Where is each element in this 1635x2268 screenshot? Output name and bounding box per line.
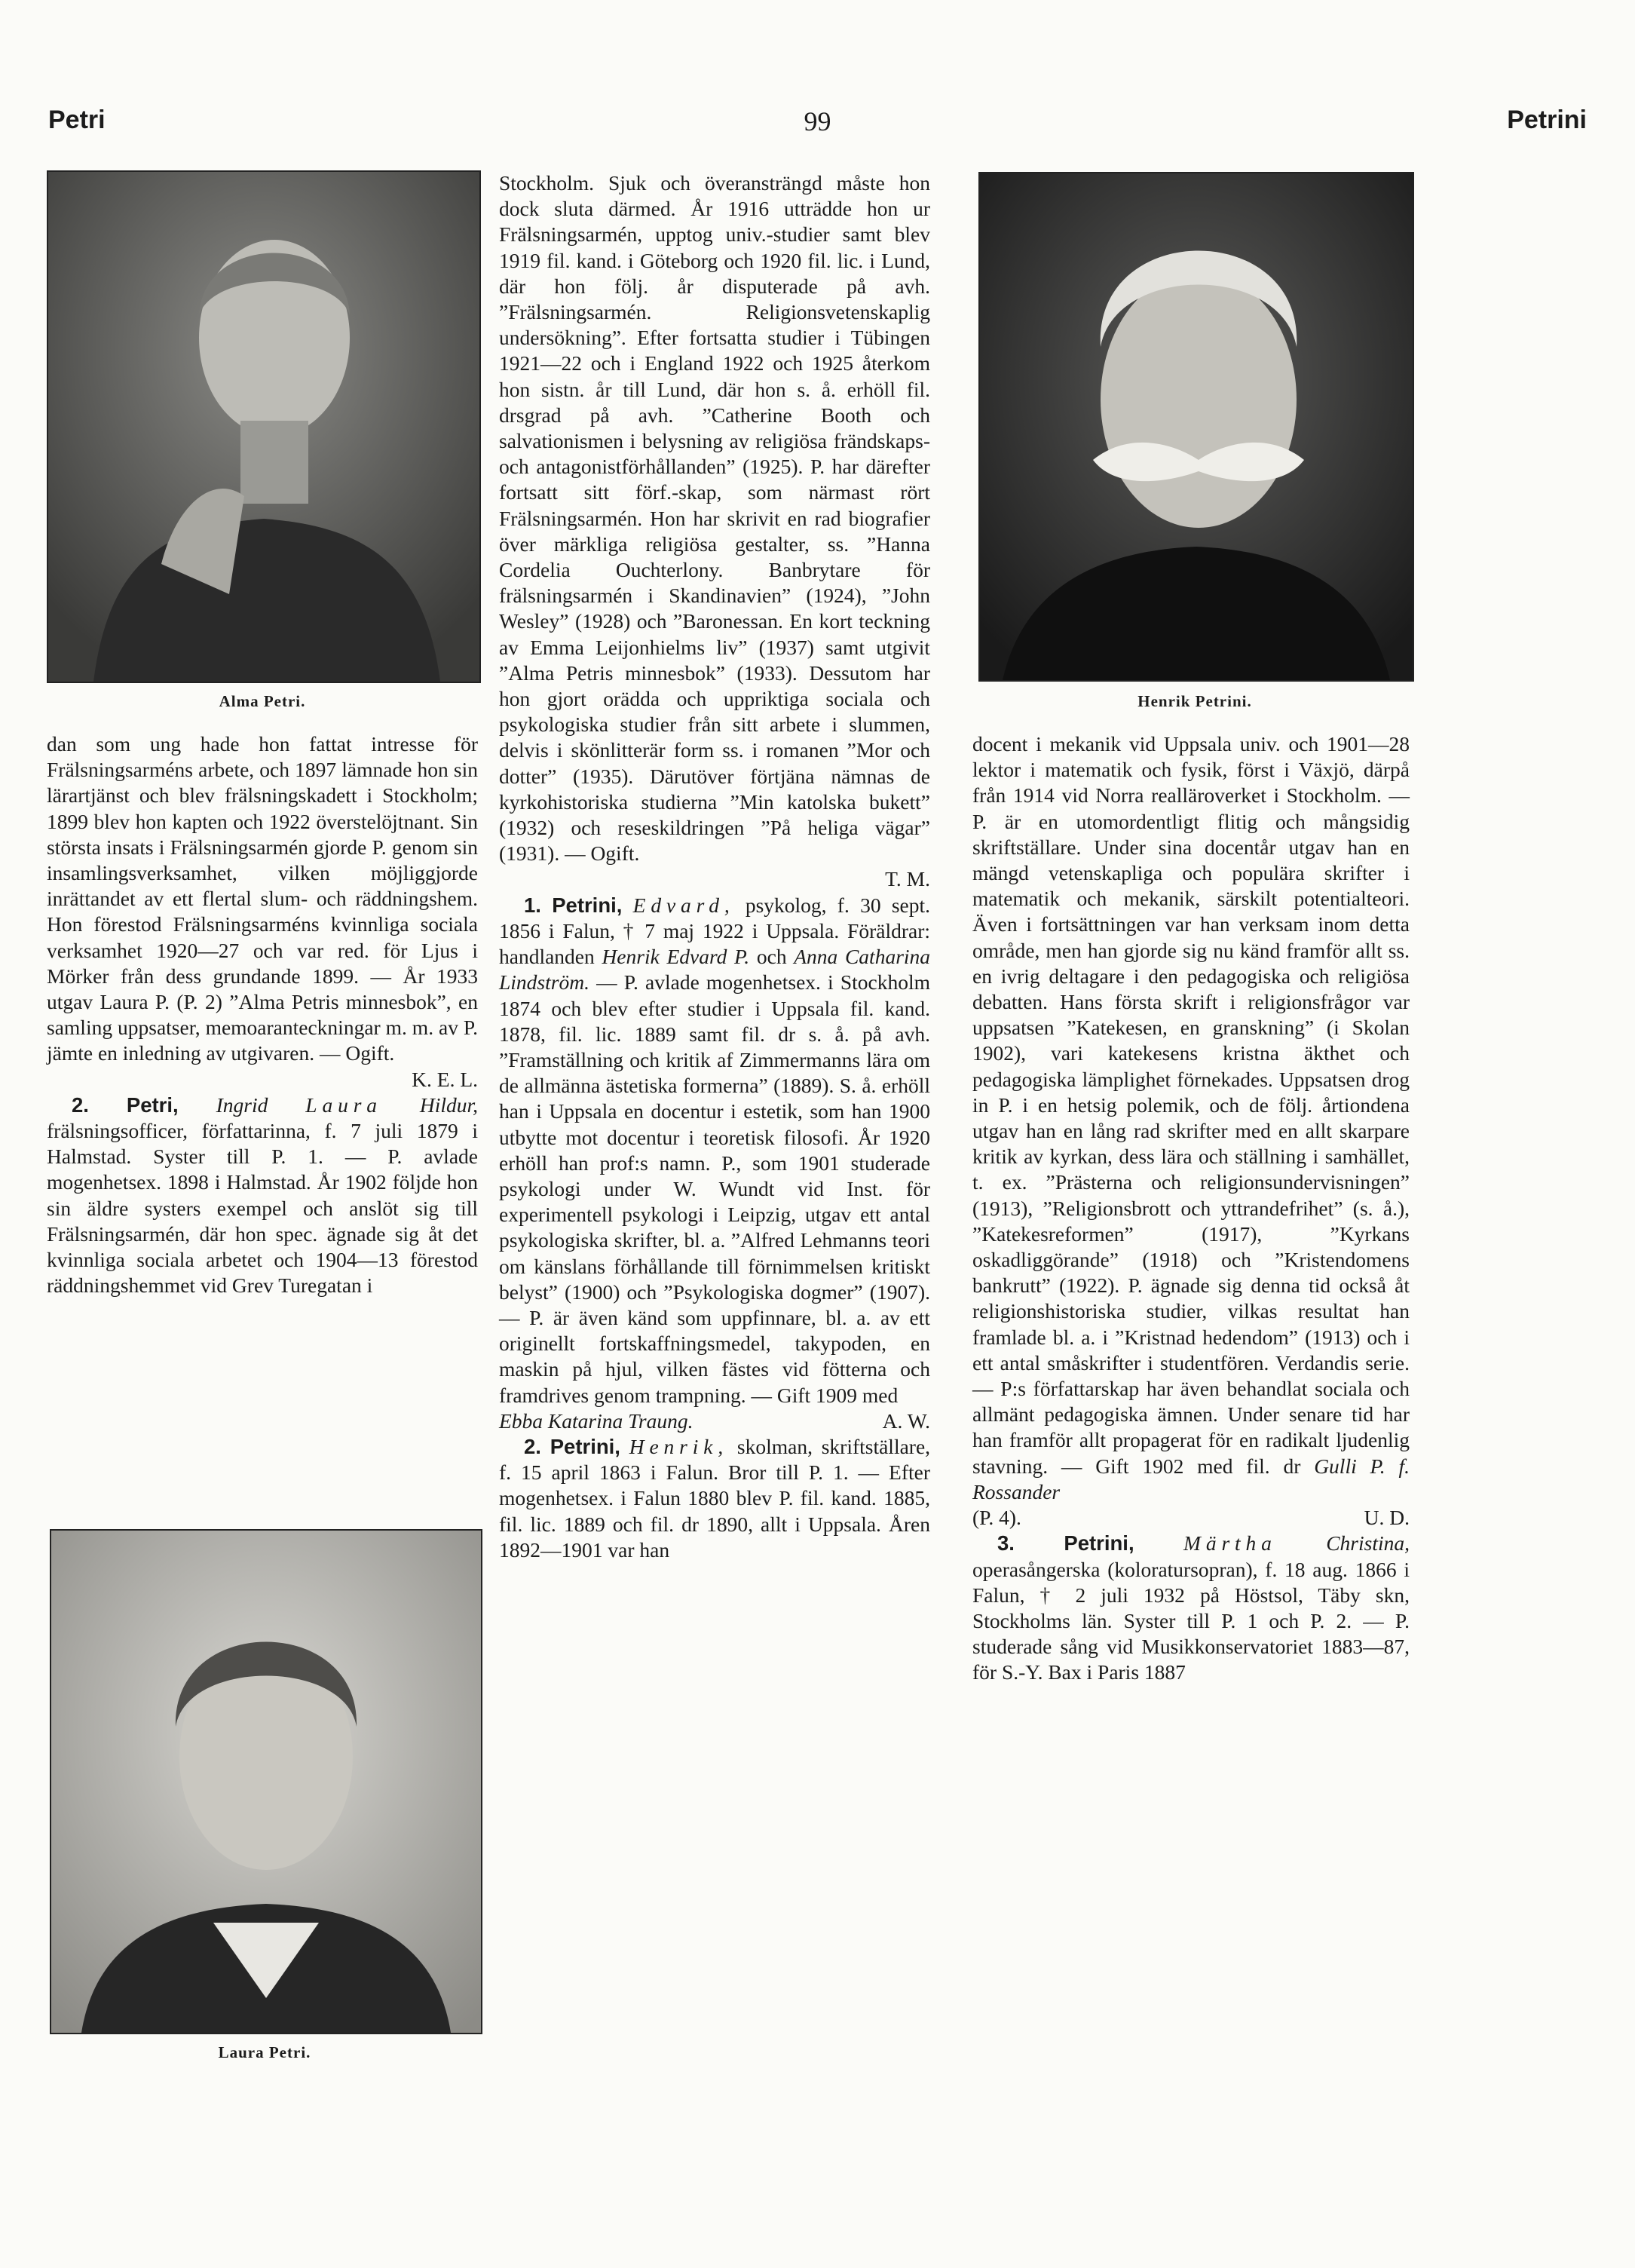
entry-surname: Petrini, [552,893,623,917]
wife-name: Ebba Katarina Traung. [499,1408,693,1433]
column-2-text [499,170,930,1563]
entry-text: och [756,945,787,969]
entry-number: 3. [997,1531,1015,1555]
given-name: Hildur, [419,1093,479,1117]
entry-surname: Petrini, [550,1434,620,1458]
signature-tm: T. M. [885,867,930,891]
mother-name: Anna Catharina Lindström. [499,945,931,995]
entry-text: psykolog, f. 30 sept. 1856 i Falun, † 7 maj 1922 i Uppsala. Föräldrar: handlanden [499,893,931,969]
signature-aw: A. W. [882,1408,930,1433]
entry-laura-petri [47,1093,478,1299]
caption-henrik: Henrik Petrini. [1137,692,1252,710]
entry-text: operasångerska (koloratursopran), f. 18 aug. 1866 i Falun, † 2 juli 1932 på Höstsol, Täby skn, Stockholms län. Syster till P. 1 och P. 2. — P. studerade sång vid Musikkonservatoriet 1883—87, för S.-Y. Bax i Paris 1887 [972,1557,1410,1684]
entry-text: skolman, skriftställare, f. 15 april 1863 i Falun. Bror till P. 1. — Efter mogenhetsex. i Falun 1880 blev P. fil. kand. 1885, fil. lic. 1889 och fil. dr 1890, allt i Uppsala. Åren 1892—1901 var han [499,1434,931,1562]
caption-laura: Laura Petri. [218,2043,311,2061]
given-name-spaced: Laura [305,1093,382,1117]
entry-henrik-petrini [499,1434,930,1563]
given-name: Christina, [1326,1531,1410,1555]
signature-kel: K. E. L. [412,1067,478,1091]
entry-number: 2. [524,1434,541,1458]
given-name: Ingrid [216,1093,268,1117]
portrait-alma-petri [47,170,481,683]
entry-surname: Petri, [126,1093,179,1117]
entry-number: 2. [72,1093,89,1117]
alma-petri-article-end: dan som ung hade hon fattat intresse för Frälsningsarméns arbete, och 1897 lämnade hon sin lärartjänst och blev frälsningskadett i Stockholm; 1899 blev hon kapten och 1922 överstelöjtnant. Sin största insats i Frälsningsarmén gjorde P. genom sin insamlingsverksamhet, vilken möjliggjorde inrättandet av ett flertal slum- och räddningshem. Hon förestod Frälsningsarméns kvinnliga sociala verksamhet 1920—27 och var red. för Ljus i Mörker från dess grundande 1899. — År 1933 utgav Laura P. (P. 2) ”Alma Petris minnesbok”, en samling uppsatser, memoaranteckningar m. m. av P. jämte en inledning av utgivaren. — Ogift. [47,732,478,1065]
portrait-henrik-petrini [978,172,1414,682]
running-head-left: Petri [48,106,106,134]
entry-number: 1. [524,893,541,917]
page-number: 99 [804,106,831,136]
running-head-right: Petrini [1507,106,1587,134]
column-3-text [972,731,1410,1686]
given-name-spaced: Märtha [1183,1531,1277,1555]
given-name-spaced: Edvard, [632,893,735,917]
caption-alma: Alma Petri. [219,692,306,710]
entry-text: docent i mekanik vid Uppsala univ. och 1901—28 lektor i matematik och fysik, först i Växjö, därpå från 1914 vid Norra realläroverket i Stockholm. — P. är en utomordentligt flitig och mångsidig skriftställare. Under sina docentår utgav han en mängd vetenskapliga och populära skrifter i matematik och mekanik, särskilt potentialteori. Även i fortsättningen var han verksam inom detta område, men han gjorde sig nu känd framför allt ss. en ivrig deltagare i den pedagogiska och religiösa debatten. Hans första skrift i religionsfrågor var uppsatsen ”Katekesen, en granskning” (i Skolan 1902), vari katekesens kristna äkthet och pedagogiska lämplighet förnekades. Uppsatsen drog in P. i en hetsig polemik, och de följ. årtiondena utgav han en lång rad skrifter med en allt skarpare kritik av kyrkan, dess lära och ställning i samhället, t. ex. ”Prästerna och religionsundervisningen” (1913), ”Religionsbrott och yttrandefrihet” (s. å.), ”Katekesreformen” (1917), ”Kyrkans oskadliggörande” (1918) och ”Kristendomens bankrutt” (1922). P. ägnade sig denna tid också åt religionshistoriska studier, vilkas resultat han framlade bl. a. i ”Kristnad hedendom” (1913) och i ett antal småskrifter i studentfören. Verdandis serie. — P:s författarskap har även behandlat sociala och allmänt pedagogiska ämnen. Under senare tid har han framför allt propagerat för en radikalt ljudenlig stavning. — Gift 1902 med fil. dr [972,732,1410,1478]
entry-surname: Petrini, [1064,1531,1134,1555]
signature-ud: U. D. [1364,1506,1410,1530]
entry-edvard-petrini [499,893,930,1408]
entry-text: — P. avlade mogenhetsex. i Stockholm 1874 och blev efter studier i Uppsala fil. kand. 1878, fil. lic. 1889 samt fil. dr s. å. på avh. ”Framställning och kritik af Zimmermanns lära om de allmänna ästetiska formerna” (1889). S. å. erhöll han i Uppsala en docentur i estetik, som han 1900 utbytte mot docentur i teoretisk filosofi. År 1920 erhöll han prof:s namn. P., som 1901 studerade psykologi under W. Wundt vid Inst. för experimentell psykologi i Leipzig, utgav ett antal psykologiska skrifter, bl. a. ”Alfred Lehmanns teori om känslans förhållande till förnimmelsen kritiskt belyst” (1900) och ”Psykologiska dogmer” (1907). — P. är även känd som uppfinnare, bl. a. av ett originellt fortskaffningsmedel, takypoden, en maskin på hjul, vilken fästes vid fötterna och framdrives genom trampning. — Gift 1909 med [499,970,931,1407]
column-1-text [47,731,478,1298]
wife-name: Gulli P. f. Rossander [972,1454,1410,1503]
father-name: Henrik Edvard P. [602,945,750,969]
entry-martha-petrini [972,1531,1410,1685]
entry-text: (P. 4). [972,1506,1021,1530]
henrik-petrini-article-end [972,731,1410,1505]
portrait-laura-petri [50,1529,482,2034]
laura-petri-article-end: Stockholm. Sjuk och överansträngd måste hon dock sluta därmed. År 1916 utträdde hon ur Frälsningsarmén, upptog univ.-studier samt blev 1919 fil. kand. i Göteborg och 1920 fil. lic. i Lund, där hon följ. år disputerade på avh. ”Frälsningsarmén. Religionsvetenskaplig undersökning”. Efter fortsatta studier i Tübingen 1921—22 och i England 1922 och 1925 återkom hon sistn. år till Lund, där hon s. å. erhöll fil. drsgrad på avh. ”Catherine Booth och salvationismen i belysning av religiösa frändskaps- och antagonistförhållanden” (1925). P. har därefter fortsatt sitt förf.-skap, som närmast rört Frälsningsarmén. Hon har skrivit en rad biografier över märkliga religiösa gestalter, ss. ”Hanna Cordelia Ouchterlony. Banbrytare för frälsningsarmén i Skandinavien” (1924), ”John Wesley” (1928) och ”Baronessan. En kort teckning av Emma Leijonhielms liv” (1937) samt utgivit ”Alma Petris minnesbok” (1933). Dessutom har hon gjort orädda och uppriktiga sociala och psykologiska studier från sitt arbete i slummen, delvis i skönlitterär form ss. i romanen ”Mor och dotter” (1935). Därutöver förtjäna nämnas de kyrkohistoriska studierna ”Min katolska bukett” (1932) och reseskildringen ”På heliga vägar” (1931). — Ogift. [499,171,930,866]
given-name-spaced: Henrik, [629,1434,729,1458]
entry-text: frälsningsofficer, författarinna, f. 7 juli 1879 i Halmstad. Syster till P. 1. — P. avlade mogenhetsex. 1898 i Halmstad. År 1902 följde hon sin äldre systers exempel och anslöt sig till Frälsningsarmén, där hon spec. ägnade sig åt det kvinnliga sociala arbetet och 1904—13 förestod räddningshemmet vid Grev Turegatan i [47,1119,478,1298]
